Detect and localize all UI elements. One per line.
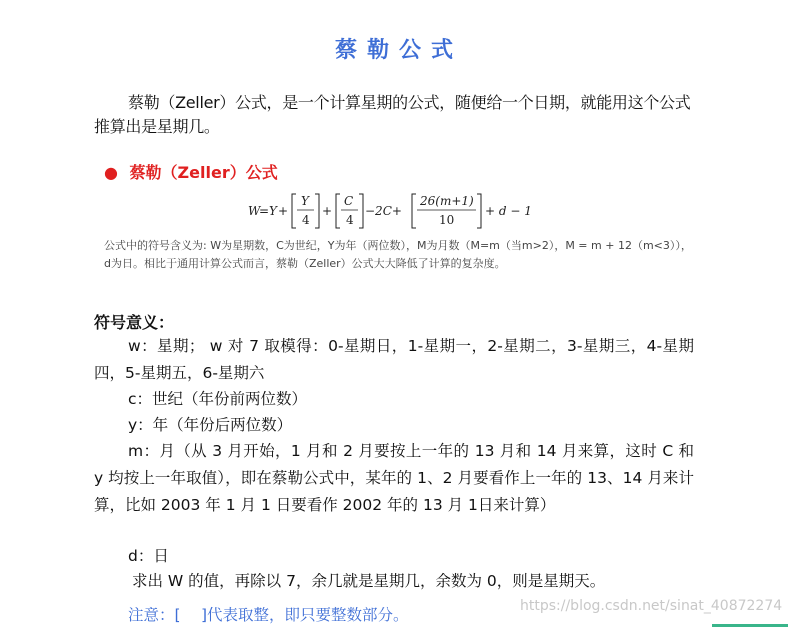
- page-title: 蔡勒公式: [334, 38, 463, 63]
- watermark: https://blog.csdn.net/sinat_40872274: [520, 598, 783, 614]
- formula-y: Y: [269, 204, 277, 218]
- symbols-heading: 符号意义：: [94, 313, 175, 332]
- formula-explanation: 公式中的符号含义为: W为星期数，C为世纪，Y为年（两位数），M为月数（M=m（当m>2），M = m + 12（m<3）），d为日。相比于通用计算公式而言，蔡勒（Zeller）公式大大降低了计算的复杂度。: [104, 239, 692, 270]
- formula-m-num: 26(m+1): [420, 194, 474, 208]
- bullet-icon: ●: [104, 163, 118, 182]
- formula-tail: + d − 1: [485, 204, 532, 218]
- result-line: 求出 W 的值，再除以 7，余几就是星期几，余数为 0，则是星期天。: [132, 572, 606, 590]
- formula-den-10: 10: [439, 213, 455, 227]
- d-definition: d：日: [128, 547, 169, 565]
- formula-den-4a: 4: [302, 213, 310, 227]
- c-definition: c：世纪（年份前两位数）: [128, 390, 308, 408]
- section-heading-text: 蔡勒（Zeller）公式: [129, 163, 278, 182]
- formula-c-num: C: [344, 194, 354, 208]
- m-definition: m：月（从 3 月开始，1 月和 2 月要按上一年的 13 月和 14 月来算，这时 C 和 y 均按上一年取值），即在蔡勒公式中，某年的 1、2 月要看作上一年的 13、14 月来计算，比如 2003 年 1 月 1 日要看作 2002 年的 13 月 1日来计算）: [94, 442, 694, 514]
- w-definition: w：星期； w 对 7 取模得：0-星期日，1-星期一，2-星期二，3-星期三，4-星期四，5-星期五，6-星期六: [94, 337, 694, 382]
- zeller-formula: [248, 188, 538, 234]
- formula-plus-2: +: [322, 204, 333, 218]
- y-definition: y：年（年份后两位数）: [128, 416, 293, 434]
- note-line: 注意：[ ]代表取整，即只要整数部分。: [128, 606, 409, 624]
- formula-plus-1: +: [278, 204, 289, 218]
- formula-y-num: Y: [301, 194, 309, 208]
- formula-eq: =: [259, 204, 270, 218]
- section-heading: [104, 160, 278, 183]
- formula-minus-2c: −2C+: [365, 204, 402, 218]
- formula-den-4b: 4: [346, 213, 354, 227]
- formula-w: W: [248, 204, 261, 218]
- intro-paragraph: 蔡勒（Zeller）公式，是一个计算星期的公式，随便给一个日期，就能用这个公式推算出是星期几。: [94, 93, 691, 136]
